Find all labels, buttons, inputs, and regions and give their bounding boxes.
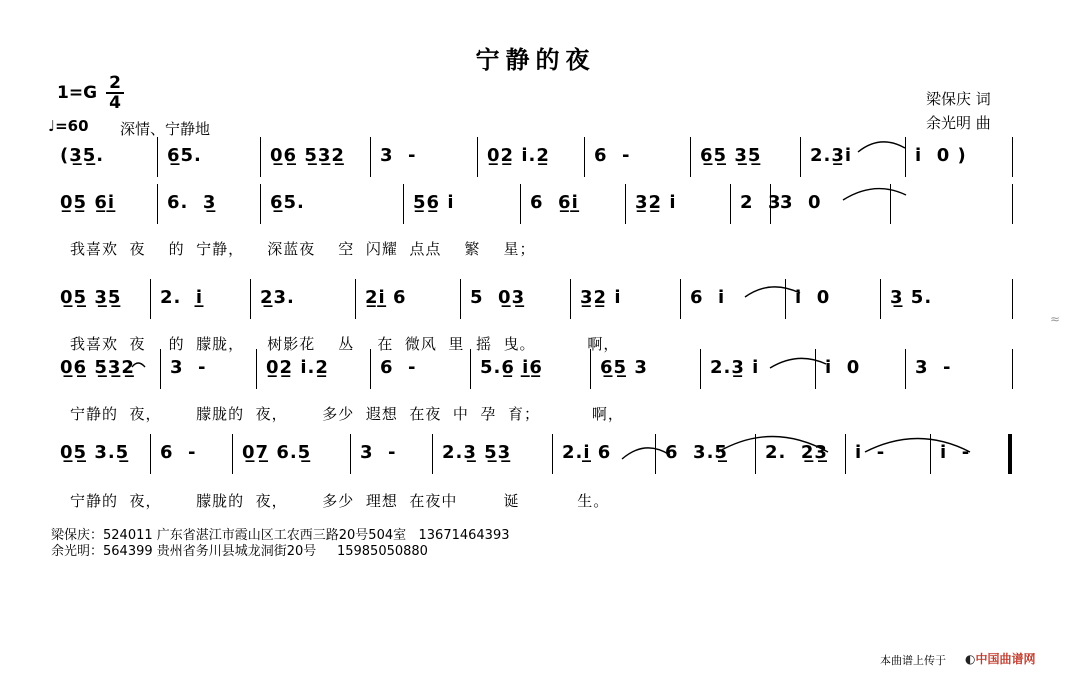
- lyric-line: 我喜欢 夜 的 宁静， 深蓝夜 空 闪耀 点点 繁 星；: [70, 240, 536, 258]
- measure-notes: 6̲5̲ 3̲5̲: [700, 145, 762, 166]
- measure-notes: 6̲5.: [167, 145, 202, 166]
- barline: [1012, 349, 1013, 389]
- measure-notes: 3̲2̲ i: [635, 192, 677, 213]
- barline: [157, 184, 158, 224]
- barline: [700, 349, 701, 389]
- measure-notes: 0̲6̲ 5̲3̲2̲: [60, 357, 135, 378]
- lyric-line: 宁静的 夜， 朦胧的 夜， 多少 理想 在夜中 诞 生。: [70, 492, 610, 510]
- measure-notes: 6̲5.: [270, 192, 305, 213]
- measure-notes: 0̲2̲ i.2̲: [266, 357, 329, 378]
- barline: [157, 137, 158, 177]
- barline: [370, 349, 371, 389]
- barline: [590, 349, 591, 389]
- barline: [232, 434, 233, 474]
- time-signature-top: 2: [109, 73, 121, 93]
- barline: [625, 184, 626, 224]
- barline: [905, 137, 906, 177]
- barline: [755, 434, 756, 474]
- barline: [880, 279, 881, 319]
- measure-notes: 6̲5̲ 3: [600, 357, 648, 378]
- barline: [930, 434, 931, 474]
- measure-notes: 5 0̲3̲: [470, 287, 526, 308]
- barline: [470, 349, 471, 389]
- slur: [858, 142, 905, 152]
- measure-notes: i 0 ): [915, 145, 967, 166]
- measure-notes: 2 3: [740, 192, 782, 213]
- barline: [520, 184, 521, 224]
- barline: [655, 434, 656, 474]
- measure-notes: i 0: [825, 357, 861, 378]
- barline: [403, 184, 404, 224]
- measure-notes: 2.3̲ i: [710, 357, 760, 378]
- barline: [150, 434, 151, 474]
- barline: [570, 279, 571, 319]
- measure-notes: 0̲5̲ 6̲i̲: [60, 192, 116, 213]
- footer-line-1: 梁保庆：524011 广东省湛江市霞山区工农西三路20号504室 13671464393: [51, 528, 510, 543]
- site-logo[interactable]: [965, 650, 1036, 667]
- barline: [815, 349, 816, 389]
- measure-notes: 0̲7̲ 6.5̲: [242, 442, 312, 463]
- tempo-marking: ♩=60: [48, 117, 89, 135]
- measure-notes: i 0: [795, 287, 831, 308]
- slur: [622, 448, 670, 459]
- measure-notes: 0̲6̲ 5̲3̲2̲: [270, 145, 345, 166]
- barline: [350, 434, 351, 474]
- lyric-line: 宁静的 夜， 朦胧的 夜， 多少 遐想 在夜 中 孕 育； 啊，: [70, 405, 624, 423]
- barline: [355, 279, 356, 319]
- barline: [160, 349, 161, 389]
- measure-notes: 6 3.5̲: [665, 442, 728, 463]
- barline: [460, 279, 461, 319]
- barline: [905, 349, 906, 389]
- logo-icon: ◐: [965, 652, 976, 666]
- barline: [1012, 279, 1013, 319]
- barline: [730, 184, 731, 224]
- barline: [552, 434, 553, 474]
- upload-text: 本曲谱上传于: [880, 654, 946, 667]
- barline: [785, 279, 786, 319]
- barline: [890, 184, 891, 224]
- barline: [845, 434, 846, 474]
- mood-marking: 深情、宁静地: [120, 120, 211, 138]
- lyricist-credit: 梁保庆 词: [926, 90, 991, 108]
- barline: [260, 137, 261, 177]
- measure-notes: 2. 2̲3̲: [765, 442, 828, 463]
- measure-notes: 5̲6̲ i: [413, 192, 455, 213]
- barline: [1012, 137, 1013, 177]
- lyric-line: 我喜欢 夜 的 朦胧， 树影花 丛 在 微风 里 摇 曳。 啊，: [70, 335, 620, 353]
- measure-notes: 2.i̲ 6: [562, 442, 612, 463]
- measure-notes: 3̲2̲ i: [580, 287, 622, 308]
- measure-notes: (3̲5̲.: [60, 145, 105, 166]
- barline: [432, 434, 433, 474]
- measure-notes: 3̲ 5.: [890, 287, 933, 308]
- footer-line-2: 余光明：564399 贵州省务川县城龙洞街20号 15985050880: [51, 544, 428, 559]
- measure-notes: 2̲3.: [260, 287, 295, 308]
- measure-notes: 3 -: [360, 442, 397, 463]
- measure-notes: 6 -: [594, 145, 631, 166]
- measure-notes: 0̲2̲ i.2̲: [487, 145, 550, 166]
- page-title: 宁静的夜: [475, 45, 596, 74]
- measure-notes: i -: [855, 442, 886, 463]
- measure-notes: 6 -: [380, 357, 417, 378]
- barline: [1012, 184, 1013, 224]
- measure-notes: 6. 3̲: [167, 192, 217, 213]
- measure-notes: 2.3̲ 5̲3̲: [442, 442, 512, 463]
- barline: [584, 137, 585, 177]
- key-signature: 1=G: [57, 83, 98, 103]
- barline: [250, 279, 251, 319]
- measure-notes: 3 0: [780, 192, 822, 213]
- barline: [256, 349, 257, 389]
- time-signature: [106, 74, 124, 112]
- measure-notes: 0̲5̲ 3.5̲: [60, 442, 130, 463]
- time-signature-bottom: 4: [106, 92, 124, 112]
- final-barline: [1008, 434, 1012, 474]
- measure-notes: 0̲5̲ 3̲5̲: [60, 287, 122, 308]
- barline: [150, 279, 151, 319]
- composer-credit: 余光明 曲: [926, 114, 991, 132]
- logo-text: 中国曲谱网: [975, 652, 1036, 666]
- side-scroll-icon[interactable]: ≈: [1050, 312, 1061, 326]
- barline: [690, 137, 691, 177]
- measure-notes: 3 -: [170, 357, 207, 378]
- slur: [745, 287, 800, 297]
- measure-notes: 2̲i̲ 6: [365, 287, 407, 308]
- measure-notes: 6 i: [690, 287, 726, 308]
- measure-notes: 3 -: [380, 145, 417, 166]
- barline: [260, 184, 261, 224]
- barline: [800, 137, 801, 177]
- barline: [370, 137, 371, 177]
- slur: [843, 189, 906, 200]
- slur: [770, 358, 826, 368]
- barline: [680, 279, 681, 319]
- measure-notes: 2. i̲: [160, 287, 204, 308]
- measure-notes: i -: [940, 442, 971, 463]
- measure-notes: 3 -: [915, 357, 952, 378]
- measure-notes: 6 6̲i̲: [530, 192, 579, 213]
- measure-notes: 6 -: [160, 442, 197, 463]
- measure-notes: 5.6̲ i̲6̲: [480, 357, 543, 378]
- barline: [477, 137, 478, 177]
- measure-notes: 2.3̲i: [810, 145, 853, 166]
